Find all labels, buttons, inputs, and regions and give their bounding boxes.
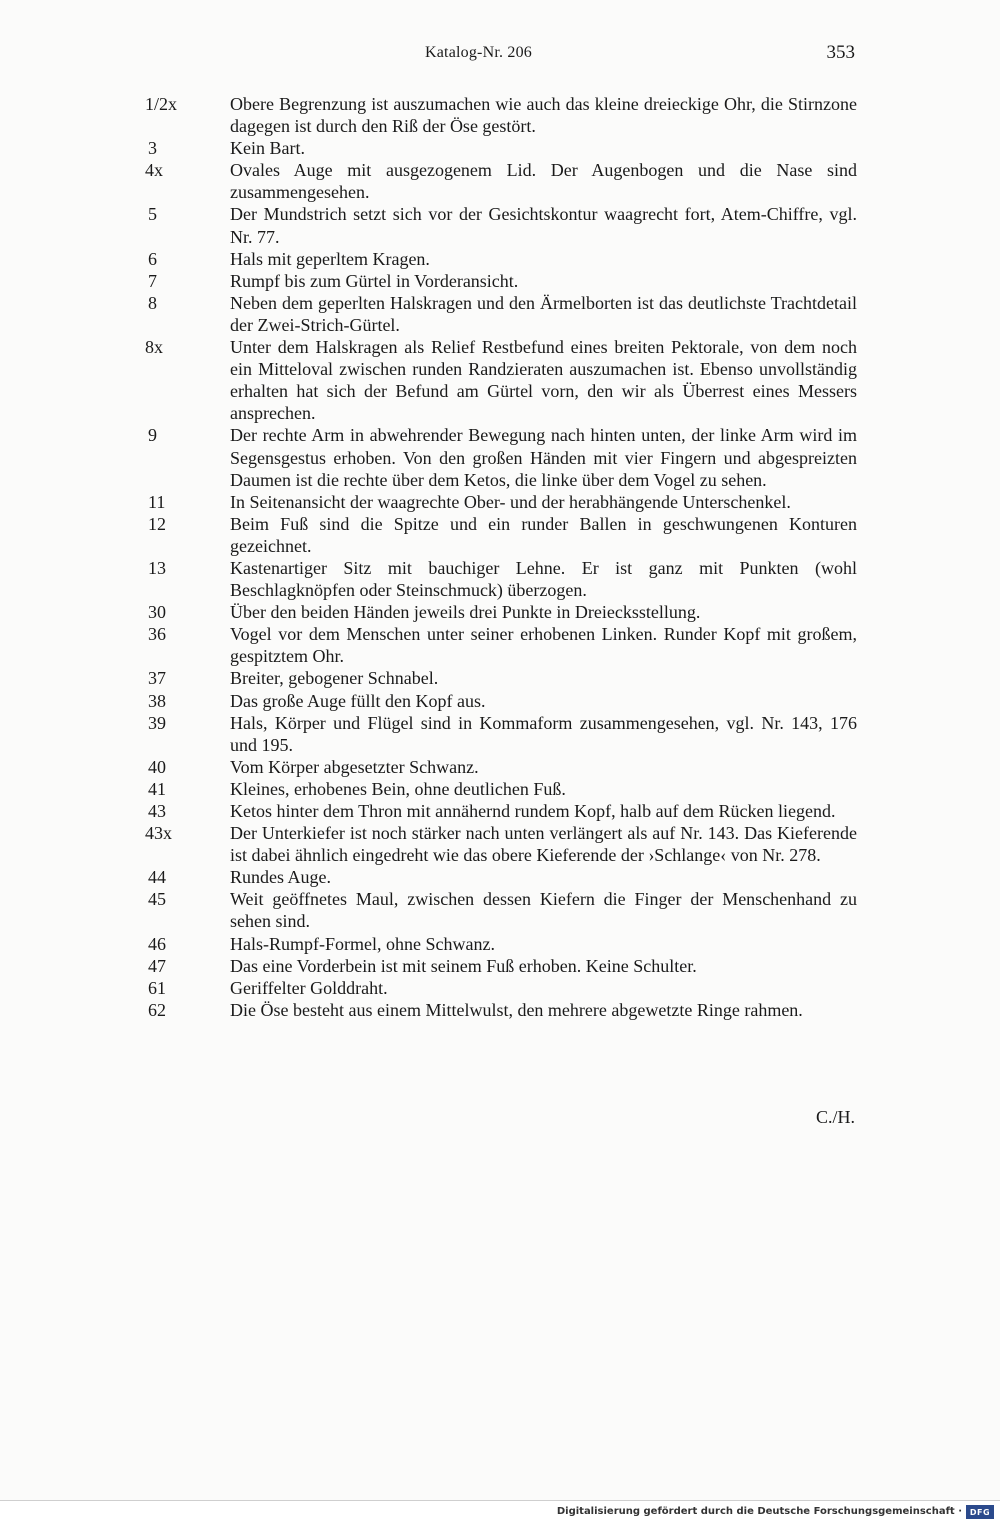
entry-text: Vogel vor dem Menschen unter seiner erhobenen Linken. Runder Kopf mit großem, gespitztem Ohr. (230, 624, 857, 667)
entry-text: Der Mundstrich setzt sich vor der Gesichtskontur waagrecht fort, Atem-Chiffre, vgl. Nr. 77. (230, 204, 857, 247)
catalog-entry (145, 424, 857, 490)
entry-number: 8x (145, 337, 163, 358)
catalog-entry (145, 248, 857, 270)
entry-number: 3 (148, 138, 157, 159)
entry-text: Unter dem Halskragen als Relief Restbefund eines breiten Pektorale, von dem noch ein Mitteloval zwischen runden Randzieraten auszumachen ist. Ebenso unvollständig erhalten hat sich der Befund am Gürtel vorn, den wir als Überrest eines Messers ansprechen. (230, 337, 857, 424)
entry-text: Kein Bart. (230, 138, 305, 159)
entry-text: Kastenartiger Sitz mit bauchiger Lehne. Er ist ganz mit Punkten (wohl Beschlagknöpfen oder Steinschmuck) überzogen. (230, 557, 857, 601)
entry-text: Der rechte Arm in abwehrender Bewegung nach hinten unten, der linke Arm wird im Segensgestus erhoben. Von den großen Händen mit vier Fingern und abgespreizten Daumen ist die rechte über dem Ketos, die linke über dem Vogel zu sehen. (230, 425, 857, 490)
catalog-entry (145, 977, 857, 999)
entry-text: Ketos hinter dem Thron mit annähernd rundem Kopf, halb auf dem Rücken liegend. (230, 801, 836, 821)
entry-text: Die Öse besteht aus einem Mittelwulst, den mehrere abgewetzte Ringe rahmen. (230, 999, 803, 1020)
entry-number: 1/2x (145, 94, 178, 114)
page-header (145, 42, 855, 72)
entry-text: Der Unterkiefer ist noch stärker nach unten verlängert als auf Nr. 143. Das Kieferende ist dabei ähnlich eingedreht wie das obere Kieferende der ›Schlange‹ von Nr. 278. (230, 823, 857, 866)
catalog-entry (145, 822, 857, 866)
entry-number: 9 (148, 425, 157, 446)
entry-number: 5 (148, 204, 157, 225)
entry-number: 43x (145, 823, 172, 844)
entry-number: 11 (148, 491, 166, 512)
catalog-entry (145, 203, 857, 247)
entry-number: 37 (148, 668, 166, 689)
entry-text: Hals, Körper und Flügel sind in Kommaform zusammengesehen, vgl. Nr. 143, 176 und 195. (230, 712, 857, 755)
entry-text: Obere Begrenzung ist auszumachen wie auch das kleine dreieckige Ohr, die Stirnzone dagegen ist durch den Riß der Öse gestört. (230, 94, 857, 137)
entry-text: Rumpf bis zum Gürtel in Vorderansicht. (230, 270, 519, 291)
catalog-entry (145, 955, 857, 977)
catalog-entry (145, 491, 857, 513)
entry-number: 39 (148, 712, 166, 733)
catalog-entry (145, 623, 857, 667)
entry-text: Neben dem geperlten Halskragen und den Ärmelborten ist das deutlichste Trachtdetail der Zwei-Strich-Gürtel. (230, 292, 857, 335)
entry-text: Hals-Rumpf-Formel, ohne Schwanz. (230, 933, 495, 954)
entry-text: Vom Körper abgesetzter Schwanz. (230, 756, 479, 777)
entry-text: Das große Auge füllt den Kopf aus. (230, 690, 486, 711)
entry-number: 36 (148, 624, 166, 645)
entry-number: 30 (148, 602, 166, 623)
catalog-entry (145, 999, 857, 1021)
entry-text: Hals mit geperltem Kragen. (230, 248, 430, 269)
entry-number: 40 (148, 756, 166, 777)
catalog-entry (145, 336, 857, 424)
catalog-entry (145, 292, 857, 336)
catalog-entry (145, 712, 857, 756)
entry-text: Beim Fuß sind die Spitze und ein runder Ballen in geschwungenen Konturen gezeichnet. (230, 513, 857, 556)
entry-text: Geriffelter Golddraht. (230, 977, 388, 998)
catalog-entry (145, 93, 857, 137)
catalog-entry (145, 159, 857, 203)
dfg-logo: DFG (966, 1505, 994, 1519)
entry-text: Kleines, erhobenes Bein, ohne deutlichen Fuß. (230, 778, 566, 799)
entry-number: 45 (148, 889, 166, 910)
entry-text: Über den beiden Händen jeweils drei Punkte in Dreiecksstellung. (230, 602, 701, 623)
entry-number: 62 (148, 999, 166, 1020)
entry-number: 12 (148, 513, 166, 534)
catalog-entry (145, 137, 857, 159)
entry-number: 6 (148, 248, 157, 269)
catalog-entry (145, 690, 857, 712)
catalog-entry (145, 800, 857, 822)
catalog-entry (145, 667, 857, 689)
entry-number: 8 (148, 292, 157, 313)
entry-text: Weit geöffnetes Maul, zwischen dessen Kiefern die Finger der Menschenhand zu sehen sind. (230, 889, 857, 932)
entry-number: 47 (148, 955, 166, 976)
entry-text: Rundes Auge. (230, 867, 331, 888)
running-head: Katalog-Nr. 206 (425, 44, 532, 61)
catalog-entry (145, 866, 857, 888)
catalog-entry (145, 778, 857, 800)
catalog-entry (145, 557, 857, 601)
entry-number: 61 (148, 977, 166, 998)
funding-notice: Digitalisierung gefördert durch die Deutsche Forschungsgemeinschaft · (556, 1506, 962, 1517)
entry-text: Das eine Vorderbein ist mit seinem Fuß erhoben. Keine Schulter. (230, 955, 697, 976)
entry-text: Breiter, gebogener Schnabel. (230, 668, 439, 689)
catalog-entries (145, 93, 857, 1021)
entry-text: In Seitenansicht der waagrechte Ober- und der herabhängende Unterschenkel. (230, 491, 791, 512)
author-sigla: C./H. (815, 1107, 855, 1127)
entry-number: 43 (148, 801, 166, 821)
entry-text: Ovales Auge mit ausgezogenem Lid. Der Augenbogen und die Nase sind zusammengesehen. (230, 160, 857, 203)
catalog-entry (145, 513, 857, 557)
catalog-entry (145, 888, 857, 932)
entry-number: 41 (148, 778, 166, 799)
catalog-entry (145, 270, 857, 292)
entry-number: 13 (148, 557, 166, 578)
catalog-entry (145, 756, 857, 778)
catalog-entry (145, 601, 857, 623)
entry-number: 4x (145, 160, 163, 181)
entry-number: 7 (148, 270, 157, 291)
page-footer (0, 1501, 1000, 1523)
entry-number: 38 (148, 690, 166, 711)
entry-number: 44 (148, 867, 166, 888)
entry-number: 46 (148, 933, 166, 954)
catalog-entry (145, 933, 857, 955)
page-number: 353 (826, 42, 855, 63)
